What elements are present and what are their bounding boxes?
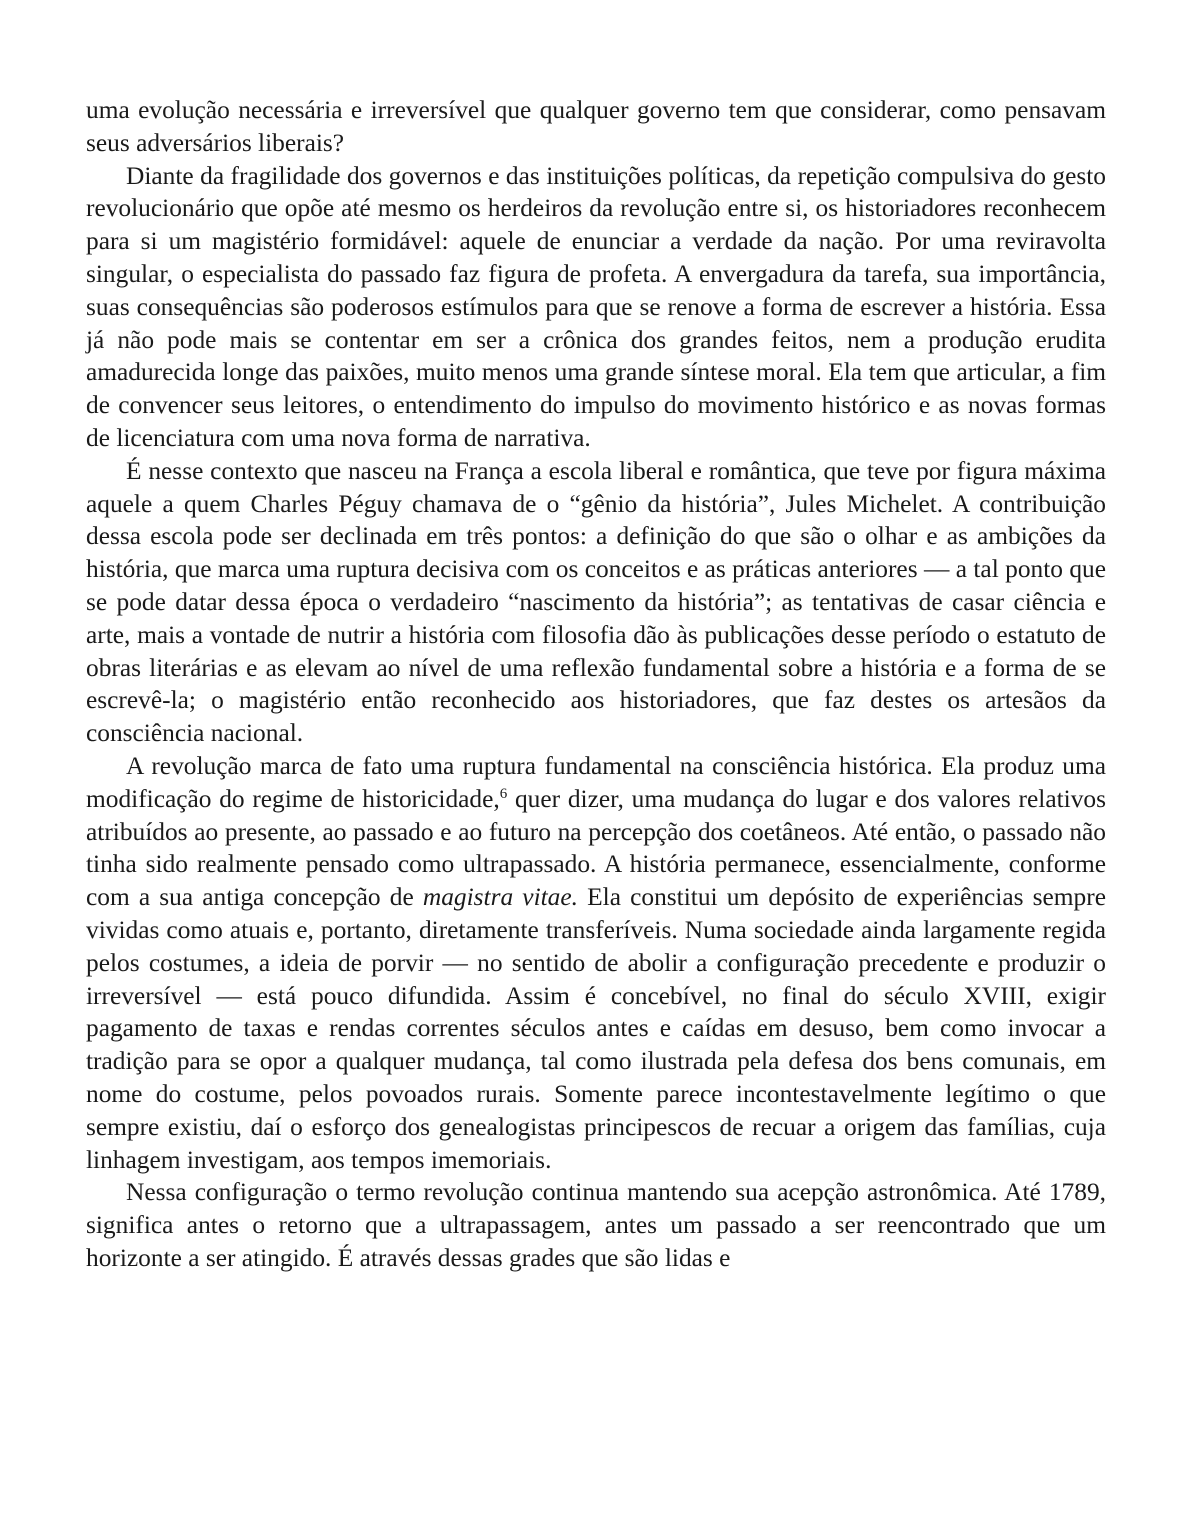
paragraph-1: uma evolução necessária e irreversível que qualquer governo tem que considerar, como pensavam seus adversários liberais? [86,96,1106,157]
paragraph-4-text-a: A revolução marca de fato uma ruptura fundamental na consciência histórica. Ela produz uma modificação do regime de historicidade, [86,751,1106,813]
paragraph-5: Nessa configuração o termo revolução continua mantendo sua acepção astronômica. Até 1789, significa antes o retorno que a ultrapassagem, antes um passado a ser reencontrado que um horizonte a ser atingido. É através dessas grades que são lidas e [86,1178,1106,1272]
paragraph-4 [86,750,1106,1176]
paragraph-4-text-c: Ela constitui um depósito de experiências sempre vividas como atuais e, portanto, diretamente transferíveis. Numa sociedade ainda largamente regida pelos costumes, a ideia de porvir — no sentido de abolir a configuração precedente e produzir o irreversível — está pouco difundida. Assim é concebível, no final do século XVIII, exigir pagamento de taxas e rendas correntes séculos antes e caídas em desuso, bem como invocar a tradição para se opor a qualquer mudança, tal como ilustrada pela defesa dos bens comunais, em nome do costume, pelos povoados rurais. Somente parece incontestavelmente legítimo o que sempre existiu, daí o esforço dos genealogistas principescos de recuar a origem das famílias, cuja linhagem investigam, aos tempos imemoriais. [86,883,1106,1174]
paragraph-4-text-b: quer dizer, uma mudança do lugar e dos valores relativos atribuídos ao presente, ao passado e ao futuro na percepção dos coetâneos. Até então, o passado não tinha sido realmente pensado como ultrapassado. A história permanece, essencialmente, conforme com a sua antiga concepção de [86,784,1106,912]
italic-term: magistra vitae. [422,883,578,912]
document-page [86,94,1106,1275]
footnote-marker: 6 [499,785,508,802]
paragraph-2: Diante da fragilidade dos governos e das instituições políticas, da repetição compulsiva do gesto revolucionário que opõe até mesmo os herdeiros da revolução entre si, os historiadores reconhecem para si um magistério formidável: aquele de enunciar a verdade da nação. Por uma reviravolta singular, o especialista do passado faz figura de profeta. A envergadura da tarefa, sua importância, suas consequências são poderosos estímulos para que se renove a forma de escrever a história. Essa já não pode mais se contentar em ser a crônica dos grandes feitos, nem a produção erudita amadurecida longe das paixões, muito menos uma grande síntese moral. Ela tem que articular, a fim de convencer seus leitores, o entendimento do impulso do movimento histórico e as novas formas de licenciatura com uma nova forma de narrativa. [86,161,1106,452]
paragraph-3: É nesse contexto que nasceu na França a escola liberal e romântica, que teve por figura máxima aquele a quem Charles Péguy chamava de o “gênio da história”, Jules Michelet. A contribuição dessa escola pode ser declinada em três pontos: a definição do que são o olhar e as ambições da história, que marca uma ruptura decisiva com os conceitos e as práticas anteriores — a tal ponto que se pode datar dessa época o verdadeiro “nascimento da história”; as tentativas de casar ciência e arte, mais a vontade de nutrir a história com filosofia dão às publicações desse período o estatuto de obras literárias e as elevam ao nível de uma reflexão fundamental sobre a história e a forma de se escrevê-la; o magistério então reconhecido aos historiadores, que faz destes os artesãos da consciência nacional. [86,456,1106,748]
